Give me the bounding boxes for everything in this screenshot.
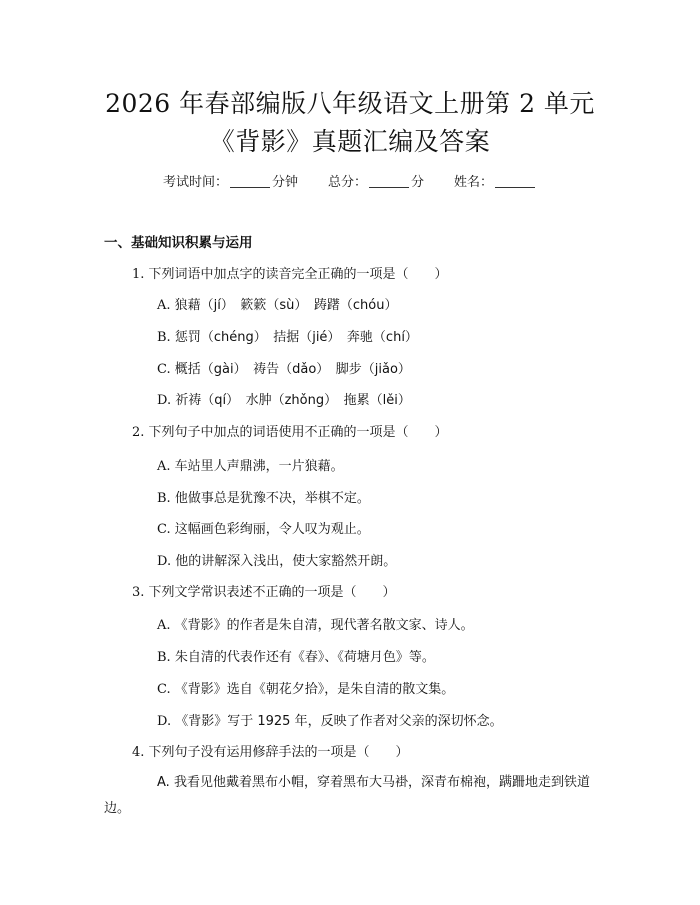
page-title-line-2: 《背影》真题汇编及答案 <box>209 127 491 156</box>
exam-time-label: 考试时间： <box>162 175 228 190</box>
option-text: 朱自清的代表作还有《春》、《荷塘月色》等。 <box>174 650 435 665</box>
question-4 <box>132 741 409 760</box>
question-1-option-d[interactable] <box>157 389 411 408</box>
option-text: 狼藉（jí） 簌簌（sù） 踌躇（chóu） <box>174 298 398 313</box>
option-letter: A. <box>157 618 171 633</box>
question-1-option-a[interactable] <box>157 294 398 313</box>
option-text: 惩罚（chéng） 拮据（jié） 奔驰（chí） <box>174 330 418 345</box>
section-heading: 一、基础知识积累与运用 <box>104 235 253 251</box>
question-1-option-c[interactable] <box>157 358 411 377</box>
option-letter: A. <box>157 298 171 313</box>
question-2-option-b[interactable] <box>157 487 370 506</box>
question-3-option-b[interactable] <box>157 646 435 665</box>
question-number: 1. <box>132 267 145 282</box>
option-letter: A. <box>157 459 171 474</box>
exam-time-unit: 分钟 <box>271 175 298 190</box>
question-3 <box>132 581 396 600</box>
question-text: 下列句子中加点的词语使用不正确的一项是（ ） <box>148 425 448 440</box>
exam-meta <box>0 171 700 190</box>
total-score-blank[interactable] <box>369 173 409 188</box>
total-score-label: 总分： <box>327 175 367 190</box>
page-title-line-1: 2026 年春部编版八年级语文上册第 2 单元 <box>105 89 595 118</box>
option-text: 《背影》选自《朝花夕拾》，是朱自清的散文集。 <box>174 682 455 697</box>
option-text: 祈祷（qí） 水肿（zhǒng） 拖累（lěi） <box>175 393 411 408</box>
question-text: 下列文学常识表述不正确的一项是（ ） <box>148 585 396 600</box>
question-1-option-b[interactable] <box>157 326 418 345</box>
option-text: 车站里人声鼎沸，一片狼藉。 <box>174 459 344 474</box>
option-letter: C. <box>157 362 171 377</box>
option-text: 《背影》的作者是朱自清，现代著名散文家、诗人。 <box>174 618 474 633</box>
question-number: 3. <box>132 585 145 600</box>
question-3-option-a[interactable] <box>157 614 474 633</box>
question-number: 4. <box>132 745 145 760</box>
total-score-field <box>328 171 424 190</box>
option-text: 概括（gài） 祷告（dǎo） 脚步（jiǎo） <box>174 362 411 377</box>
option-letter: B. <box>157 491 171 506</box>
question-3-option-c[interactable] <box>157 678 454 697</box>
question-2-option-a[interactable] <box>157 455 344 474</box>
option-text: 我看见他戴着黑布小帽，穿着黑布大马褂，深青布棉袍，蹒跚地走到铁道边。 <box>104 775 590 816</box>
question-2-option-c[interactable] <box>157 518 370 537</box>
question-number: 2. <box>132 425 145 440</box>
option-letter: D. <box>157 554 172 569</box>
exam-time-blank[interactable] <box>230 173 270 188</box>
option-text: 《背影》写于 1925 年，反映了作者对父亲的深切怀念。 <box>175 714 503 729</box>
option-text: 这幅画色彩绚丽，令人叹为观止。 <box>174 522 370 537</box>
option-text: 他的讲解深入浅出，使大家豁然开朗。 <box>175 554 397 569</box>
option-letter: A. <box>157 775 170 790</box>
option-text: 他做事总是犹豫不决，举棋不定。 <box>174 491 370 506</box>
exam-time-field <box>163 171 298 190</box>
option-letter: B. <box>157 330 171 345</box>
question-text: 下列句子没有运用修辞手法的一项是（ ） <box>148 745 409 760</box>
question-1 <box>132 263 448 282</box>
option-letter: C. <box>157 522 171 537</box>
question-3-option-d[interactable] <box>157 710 503 729</box>
name-blank[interactable] <box>495 173 535 188</box>
name-field <box>454 171 537 190</box>
option-letter: D. <box>157 714 172 729</box>
question-4-option-a[interactable] <box>104 770 604 822</box>
question-text: 下列词语中加点字的读音完全正确的一项是（ ） <box>148 267 448 282</box>
question-2 <box>132 421 448 440</box>
name-label: 姓名： <box>454 175 494 190</box>
total-score-unit: 分 <box>411 175 425 190</box>
option-letter: D. <box>157 393 172 408</box>
option-letter: C. <box>157 682 171 697</box>
option-letter: B. <box>157 650 171 665</box>
question-2-option-d[interactable] <box>157 550 396 569</box>
